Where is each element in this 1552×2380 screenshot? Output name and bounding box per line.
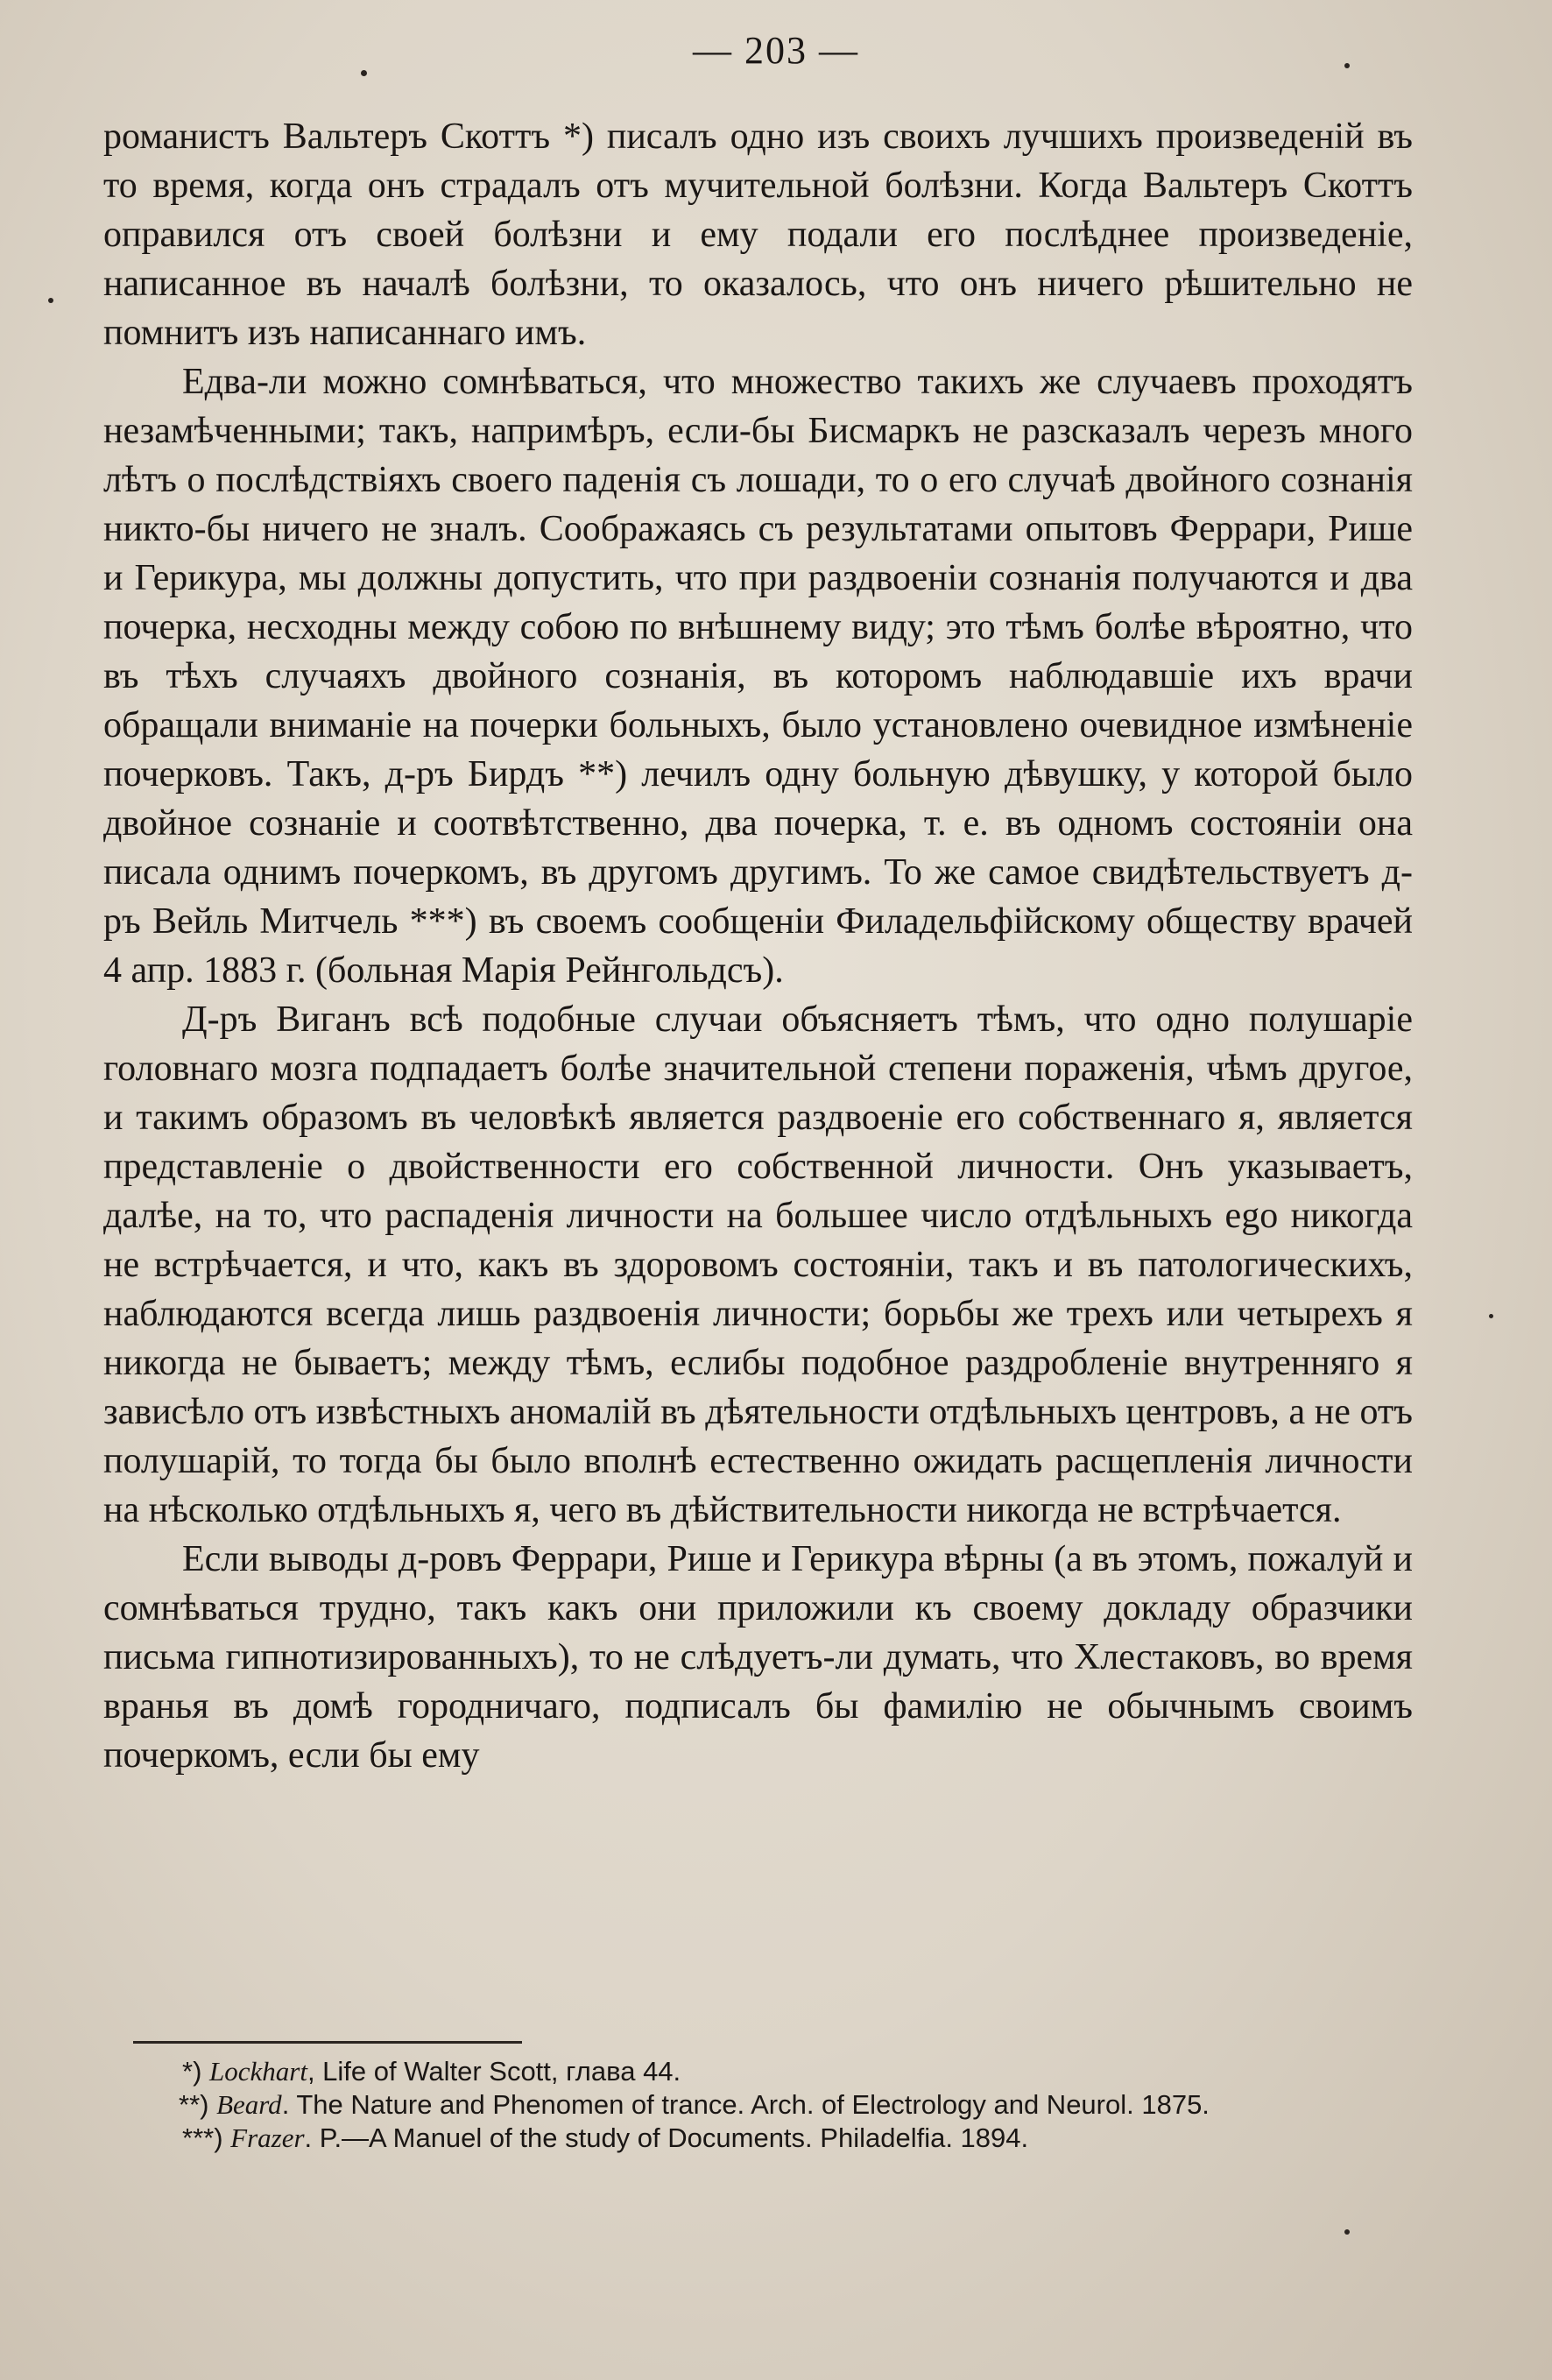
paragraph-1: романистъ Вальтеръ Скоттъ *) писалъ одно изъ своихъ лучшихъ произведеній въ то время, когда онъ страдалъ отъ мучительной болѣзни. Когда Вальтеръ Скоттъ оправился отъ своей болѣзни и ему подали его послѣднее произведеніе, написанное въ началѣ болѣзни, то оказалось, что онъ ничего рѣшительно не помнитъ изъ написаннаго имъ. bbox=[103, 117, 1413, 353]
footnote-text: . The Nature and Phenomen of trance. Arch. of Electrology and Neurol. 1875. bbox=[281, 2089, 1210, 2120]
paragraph-2: Едва-ли можно сомнѣваться, что множество такихъ же случаевъ проходятъ незамѣченными; такъ, напримѣръ, если-бы Бисмаркъ не разсказалъ черезъ много лѣтъ о послѣдствіяхъ своего паденія съ лошади, то о его случаѣ двойного сознанія никто-бы ничего не зналъ. Соображаясь съ результатами опытовъ Феррари, Рише и Герикура, мы должны допустить, что при раздвоеніи сознанія получаются и два почерка, несходны между собою по внѣшнему виду; это тѣмъ болѣе вѣроятно, что въ тѣхъ случаяхъ двойного сознанія, въ которомъ наблюдавшіе ихъ врачи обращали вниманіе на почерки больныхъ, было установлено очевидное измѣненіе почерковъ. Такъ, д-ръ Бирдъ **) лечилъ одну больную дѣвушку, у которой было двойное сознаніе и соотвѣтственно, два почерка, т. е. въ одномъ состояніи она писала однимъ почеркомъ, въ другомъ другимъ. То же самое свидѣтельствуетъ д-ръ Вейль Митчель ***) въ своемъ сообщеніи Филадельфійскому обществу врачей 4 апр. 1883 г. (больная Марія Рейнгольдсъ). bbox=[103, 362, 1413, 991]
main-text bbox=[103, 112, 1413, 1780]
footnote-separator bbox=[133, 2041, 522, 2044]
paragraph-3: Д-ръ Виганъ всѣ подобные случаи объясняетъ тѣмъ, что одно полушаріе головнаго мозга подпадаетъ болѣе значительной степени пораженія, чѣмъ другое, и такимъ образомъ въ человѣкѣ является раздвоеніе его собственнаго я, является представленіе о двойственности его собственной личности. Онъ указываетъ, далѣе, на то, что распаденія личности на большее число отдѣльныхъ ego никогда не встрѣчается, и что, какъ въ здоровомъ состояніи, такъ и въ патологическихъ, наблюдаются всегда лишь раздвоенія личности; борьбы же трехъ или четырехъ я никогда не бываетъ; между тѣмъ, еслибы подобное раздробленіе внутренняго я зависѣло отъ извѣстныхъ аномалій въ дѣятельности отдѣльныхъ центровъ, а не отъ полушарій, то тогда бы было вполнѣ естественно ожидать расщепленія личности на нѣсколько отдѣльныхъ я, чего въ дѣйствительности никогда не встрѣчается. bbox=[103, 999, 1413, 1530]
scan-speck bbox=[1344, 63, 1350, 68]
scan-speck bbox=[1489, 1314, 1493, 1318]
footnote-author: Beard bbox=[216, 2089, 282, 2120]
page-number: — 203 — bbox=[693, 29, 859, 72]
footnote-mark: *) bbox=[182, 2056, 202, 2087]
footnote-text: . P.—A Manuel of the study of Documents. Philadelfia. 1894. bbox=[304, 2122, 1029, 2153]
paragraph-4: Если выводы д-ровъ Феррари, Рише и Герикура вѣрны (а въ этомъ, пожалуй и сомнѣваться трудно, такъ какъ они приложили къ своему докладу образчики письма гипнотизированныхъ), то не слѣдуетъ-ли думать, что Хлестаковъ, во время вранья въ домѣ городничаго, подписалъ бы фамилію не обычнымъ своимъ почеркомъ, если бы ему bbox=[103, 1539, 1413, 1776]
scan-speck bbox=[1344, 2229, 1350, 2235]
footnote-mark: **) bbox=[179, 2089, 209, 2120]
footnote-text: , Life of Walter Scott, глава 44. bbox=[307, 2056, 681, 2087]
footnote-2 bbox=[114, 2088, 1428, 2122]
footnote-1 bbox=[114, 2055, 1428, 2088]
footnotes bbox=[114, 2055, 1428, 2155]
footnote-3 bbox=[114, 2122, 1428, 2155]
scan-speck bbox=[361, 70, 367, 76]
footnote-author: Lockhart bbox=[209, 2056, 307, 2087]
scan-speck bbox=[48, 298, 53, 303]
footnote-mark: ***) bbox=[182, 2122, 223, 2153]
footnote-author: Frazer bbox=[230, 2122, 305, 2153]
